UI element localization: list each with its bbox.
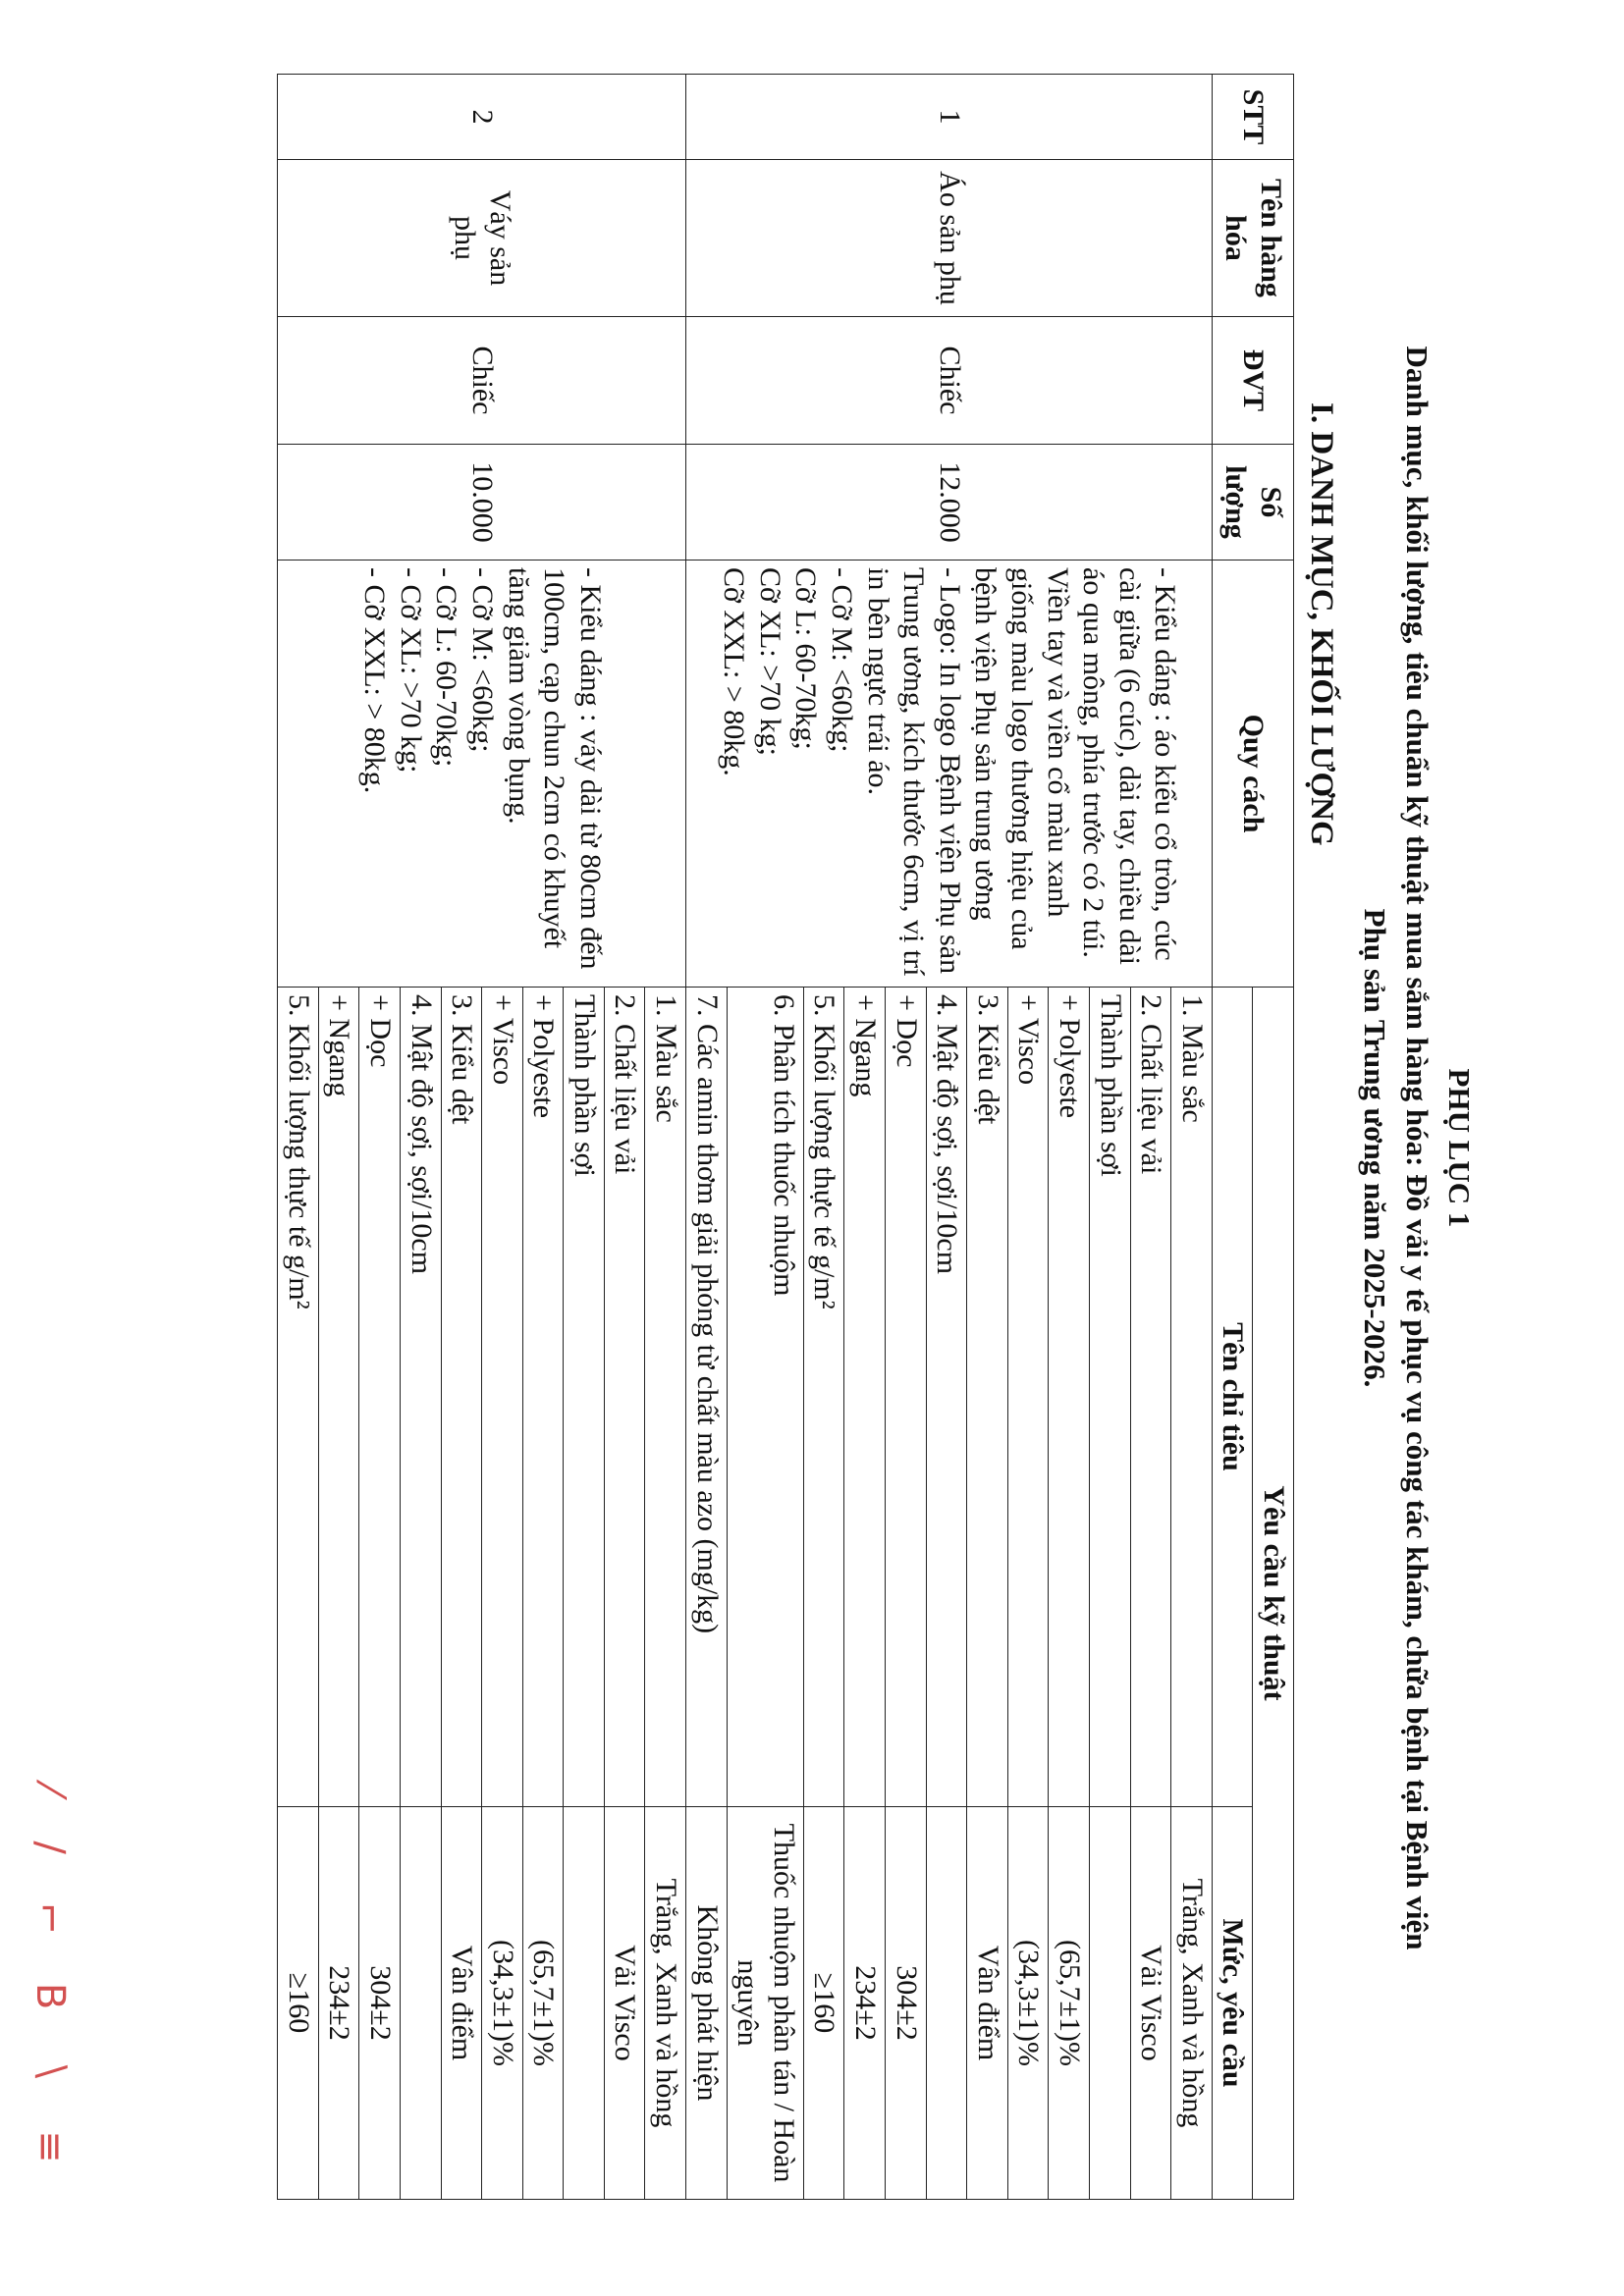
item-spec (278, 561, 686, 988)
criteria-cell: 3. Kiểu dệt (967, 988, 1008, 1807)
criteria-cell: 1. Màu sắc (645, 988, 686, 1807)
spec-line: - Logo: In logo Bệnh viện Phụ sản Trung ương, kích thước 6cm, vị trí in bên ngực trái áo. (861, 567, 966, 977)
level-cell: Trắng, Xanh và hồng (1171, 1807, 1213, 2200)
criteria-cell: + Visco (482, 988, 523, 1807)
criteria-cell: + Ngang (318, 988, 359, 1807)
level-cell (1090, 1807, 1131, 2200)
item-quantity: 12.000 (686, 445, 1213, 561)
level-cell: ≥160 (278, 1807, 319, 2200)
red-stamp-mark: ⁄ ∕ ⌐ B ∖ ≡ (27, 1787, 73, 2181)
spec-line: - Cỡ XL: >70 kg; (394, 567, 427, 774)
item-name: Váy sản phụ (278, 160, 686, 317)
spec-table (277, 74, 1294, 2200)
header-stt: STT (1212, 75, 1293, 160)
spec-line: - Kiểu dáng : áo kiểu cổ tròn, cúc cài giữa (6 cúc), dài tay, chiều dài áo qua mông, phía trước có 2 túi. Viền tay và viền cổ màu xanh giống màu logo thương hiệu của bệnh viện Phụ sản trung ương (969, 567, 1182, 965)
table-row (1171, 75, 1213, 2200)
spec-line: Cỡ XL: >70 kg; (753, 567, 786, 756)
spec-line: Cỡ XXL: > 80kg. (718, 567, 751, 776)
criteria-cell: 2. Chất liệu vải (604, 988, 645, 1807)
level-cell: Thuốc nhuộm phân tán / Hoàn nguyên (727, 1807, 803, 2200)
item-stt: 2 (278, 75, 686, 160)
table-row (645, 75, 686, 2200)
level-cell: 234±2 (318, 1807, 359, 2200)
criteria-cell: 6. Phân tích thuốc nhuộm (727, 988, 803, 1807)
table-body (278, 75, 1213, 2200)
criteria-cell: + Polyeste (1049, 988, 1090, 1807)
section-heading: I. DANH MỤC, KHỐI LƯỢNG (1304, 402, 1339, 846)
criteria-cell: 7. Các amin thơm giải phóng từ chất màu azo (mg/kg) (686, 988, 728, 1807)
criteria-cell: Thành phần sợi (564, 988, 605, 1807)
header-qty: Số lượng (1212, 445, 1293, 561)
level-cell: 304±2 (359, 1807, 401, 2200)
item-unit: Chiếc (278, 317, 686, 445)
level-cell (400, 1807, 441, 2200)
criteria-cell: + Polyeste (522, 988, 564, 1807)
item-name: Áo sản phụ (686, 160, 1213, 317)
spec-line: Cỡ L: 60-70kg; (789, 567, 823, 750)
item-stt: 1 (686, 75, 1213, 160)
level-cell: ≥160 (803, 1807, 844, 2200)
level-cell: Không phát hiện (686, 1807, 728, 2200)
appendix-title: PHỤ LỤC 1 (1442, 1068, 1477, 1228)
level-cell (564, 1807, 605, 2200)
spec-line: - Cỡ M: <60kg; (465, 567, 499, 753)
criteria-cell: 4. Mật độ sợi, sợi/10cm (400, 988, 441, 1807)
level-cell: 234±2 (844, 1807, 886, 2200)
level-cell (926, 1807, 967, 2200)
document-title-line-2: Phụ sản Trung ương năm 2025-2026. (1358, 908, 1392, 1388)
criteria-cell: Thành phần sợi (1090, 988, 1131, 1807)
criteria-cell: 5. Khối lượng thực tế g/m² (278, 988, 319, 1807)
document-title-line-1: Danh mục, khối lượng, tiêu chuẩn kỹ thuật mua sắm hàng hóa: Đồ vải y tế phục vụ công tác khám, chữa bệnh tại Bệnh viện (1400, 346, 1435, 1950)
criteria-cell: 3. Kiểu dệt (441, 988, 482, 1807)
criteria-cell: + Dọc (359, 988, 401, 1807)
level-cell: 304±2 (886, 1807, 927, 2200)
criteria-cell: 4. Mật độ sợi, sợi/10cm (926, 988, 967, 1807)
spec-line: - Cỡ XXL: > 80kg. (358, 567, 392, 794)
spec-line: - Kiểu dáng : váy dài từ 80cm đến 100cm, cạp chun 2cm có khuyết tăng giảm vòng bụng. (502, 567, 607, 970)
criteria-cell: + Ngang (844, 988, 886, 1807)
spec-line: - Cỡ M: <60kg; (825, 567, 858, 753)
criteria-cell: 2. Chất liệu vải (1130, 988, 1171, 1807)
item-quantity: 10.000 (278, 445, 686, 561)
level-cell: (65,7±1)% (522, 1807, 564, 2200)
level-cell: (34,3±1)% (482, 1807, 523, 2200)
header-technical-requirements: Yêu cầu kỹ thuật (1253, 988, 1294, 2200)
level-cell: Vải Visco (604, 1807, 645, 2200)
level-cell: Vân điểm (441, 1807, 482, 2200)
item-spec (686, 561, 1213, 988)
header-unit: ĐVT (1212, 317, 1293, 445)
criteria-cell: + Visco (1007, 988, 1049, 1807)
header-level: Mức, yêu cầu (1212, 1807, 1253, 2200)
criteria-cell: 1. Màu sắc (1171, 988, 1213, 1807)
item-unit: Chiếc (686, 317, 1213, 445)
level-cell: Trắng, Xanh và hồng (645, 1807, 686, 2200)
level-cell: Vải Visco (1130, 1807, 1171, 2200)
level-cell: Vân điểm (967, 1807, 1008, 2200)
criteria-cell: + Dọc (886, 988, 927, 1807)
level-cell: (34,3±1)% (1007, 1807, 1049, 2200)
level-cell: (65,7±1)% (1049, 1807, 1090, 2200)
header-criteria: Tên chỉ tiêu (1212, 988, 1253, 1807)
header-name: Tên hàng hóa (1212, 160, 1293, 317)
criteria-cell: 5. Khối lượng thực tế g/m² (803, 988, 844, 1807)
header-spec: Quy cách (1212, 561, 1293, 988)
spec-line: - Cỡ L: 60-70kg; (430, 567, 463, 768)
